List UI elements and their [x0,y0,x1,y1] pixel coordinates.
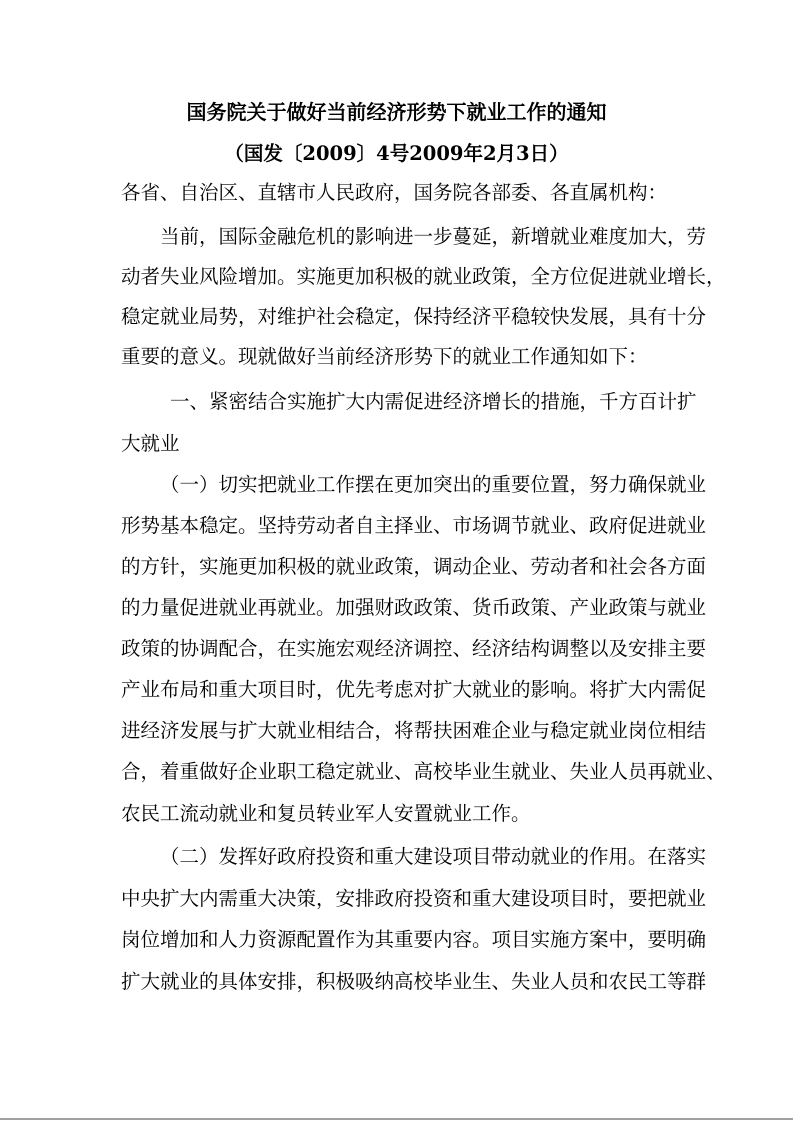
body-line: 中央扩大内需重大决策，安排政府投资和重大建设项目时，要把就业 [121,887,707,910]
section-heading-line: 一、紧密结合实施扩大内需促进经济增长的措施，千方百计扩 [170,390,697,413]
body-line: 岗位增加和人力资源配置作为其重要内容。项目实施方案中，要明确 [121,928,707,951]
body-line: 重要的意义。现就做好当前经济形势下的就业工作通知如下： [121,345,648,368]
body-line: 各省、自治区、直辖市人民政府，国务院各部委、各直属机构： [121,181,668,204]
body-line: 的力量促进就业再就业。加强财政政策、货币政策、产业政策与就业 [121,596,707,619]
body-line: 当前，国际金融危机的影响进一步蔓延，新增就业难度加大，劳 [160,225,707,248]
body-line: 稳定就业局势，对维护社会稳定，保持经济平稳较快发展，具有十分 [121,305,707,328]
body-line: 农民工流动就业和复员转业军人安置就业工作。 [121,802,531,825]
section-heading-line: 大就业 [121,432,180,455]
page-bottom-rule [0,1118,793,1120]
body-line: 政策的协调配合，在实施宏观经济调控、经济结构调整以及安排主要 [121,637,707,660]
body-line: 动者失业风险增加。实施更加积极的就业政策，全方位促进就业增长， [121,265,726,288]
body-line: 进经济发展与扩大就业相结合，将帮扶困难企业与稳定就业岗位相结 [121,719,707,742]
body-line: 扩大就业的具体安排，积极吸纳高校毕业生、失业人员和农民工等群 [121,970,707,993]
body-line: 的方针，实施更加积极的就业政策，调动企业、劳动者和社会各方面 [121,555,707,578]
document-subtitle: （国发〔2009〕4号2009年2月3日） [224,142,569,165]
body-line: 产业布局和重大项目时，优先考虑对扩大就业的影响。将扩大内需促 [121,678,707,701]
body-line: （一）切实把就业工作摆在更加突出的重要位置，努力确保就业 [160,473,707,496]
body-line: （二）发挥好政府投资和重大建设项目带动就业的作用。在落实 [160,845,707,868]
body-line: 合，着重做好企业职工稳定就业、高校毕业生就业、失业人员再就业、 [121,760,726,783]
document-title: 国务院关于做好当前经济形势下就业工作的通知 [186,100,607,124]
body-line: 形势基本稳定。坚持劳动者自主择业、市场调节就业、政府促进就业 [121,514,707,537]
